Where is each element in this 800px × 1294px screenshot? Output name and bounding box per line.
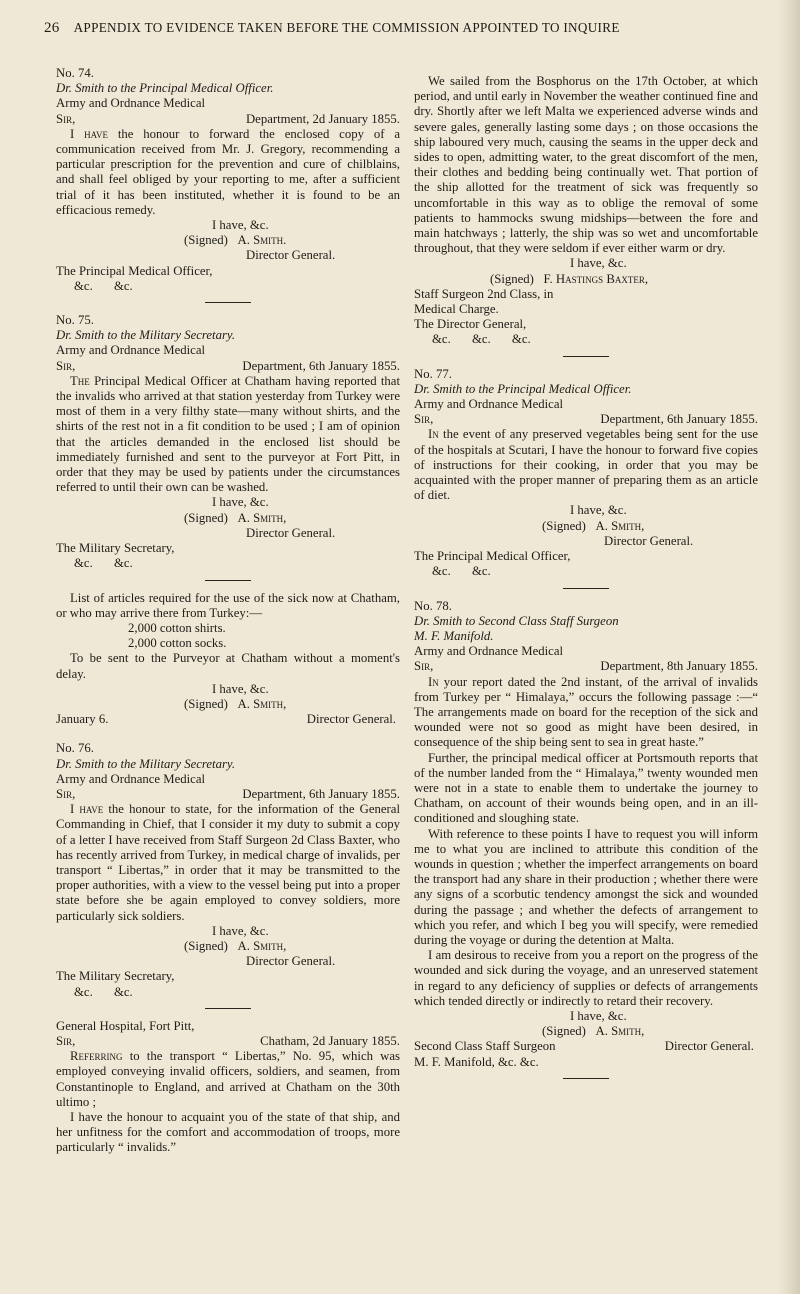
salutation: Sir, [56,358,76,373]
divider [205,1008,251,1009]
addressee: The Director General, [414,317,527,332]
signer-title: Director General. [246,954,336,969]
place-date: Chatham, 2d January 1855. [260,1033,400,1048]
signed-label: (Signed) [184,938,228,953]
department: Army and Ordnance Medical [56,771,206,786]
letter-title: Dr. Smith to the Principal Medical Officer. [56,81,274,96]
signature [414,1024,758,1039]
salutation: Sir, [56,1033,76,1048]
department: Army and Ordnance Medical [414,644,564,659]
running-header [44,20,744,37]
letter-body [414,427,758,503]
divider [563,356,609,357]
letter-title: Dr. Smith to the Military Secretary. [56,756,236,771]
salutation: Sir, [56,111,76,126]
department-date: Department, 2d January 1855. [245,111,400,126]
salutation: Sir, [414,659,434,674]
body-text: Principal Medical Officer at Chatham having reported that the invalids who arrived at that station yesterday from Turkey were most of them in a very filthy state—many without shirts, and the shirts of the rest not in a fit condition to be used ; I am of opinion that the articles demanded in the enclosed list should be immediately furnished and sent to the purveyor at Fort Pitt, in order that they may be used by patients under the circumstances referred to until their own can be washed. [56,373,400,495]
letter-body [414,675,758,751]
salutation: Sir, [56,786,76,801]
addressee: The Principal Medical Officer, [56,263,213,278]
signed-label: (Signed) [490,271,534,286]
closing: I have, &c. [212,495,269,510]
body-text: the honour to state, for the information of the General Commanding in Chief, that I consider it my duty to submit a copy of a letter I have received from Staff Surgeon 2d Class Baxter, who has recently arrived from Turkey, in medical charge of invalids, per transport “ Libertas,” in order that it may be transmitted to the proper authorities, with a view to the vessel being put into a proper state before she be again employed to convey soldiers, more particularly sick soldiers. [56,802,400,923]
body-lead: Referring [70,1049,123,1064]
signature [56,939,400,954]
signer-title: Director General. [664,1039,754,1054]
signed-label: (Signed) [542,518,586,533]
addressee-etc: &c. &c. &c. [432,332,531,347]
page-number: 26 [44,20,60,36]
salutation-line [56,1034,400,1049]
letter-title: Dr. Smith to Second Class Staff Surgeon [414,613,619,628]
letter-body [56,127,400,218]
signer-title: Staff Surgeon 2nd Class, in [414,286,554,301]
addressee: The Military Secretary, [56,541,175,556]
signature [56,233,400,248]
letter-body: With reference to these points I have to request you will inform me to what you are inclined to attribute this condition of the wounds in question ; whether the imperfect arrangements on board the transport had any share in their production ; whether there were any signs of a scorbutic tendency amongst the sick and wounded during the passage ; and whether the defects of arrangement to which you refer, and which I beg you will specify, were remedied during the voyage or during the detention at Malta. [414,826,758,947]
letter-title: Dr. Smith to the Principal Medical Officer. [414,381,632,396]
signature [56,697,400,712]
letter-body [56,1049,400,1110]
letter-body [56,374,400,496]
letter-body: I have the honour to acquaint you of the state of that ship, and her unfitness for the comfort and accommodation of troops, more particularly “ invalids.” [56,1110,400,1155]
signer-title: Medical Charge. [414,302,499,317]
body-text: to the transport “ Libertas,” No. 95, which was employed conveying invalid officers, soldiers, and seamen, from Constantinople to England, and arrived at Chatham on the 30th ultimo ; [56,1049,400,1109]
list-item: 2,000 cotton socks. [128,636,227,651]
department: Army and Ordnance Medical [414,397,564,412]
closing: I have, &c. [212,681,269,696]
department-date: Department, 6th January 1855. [242,358,400,373]
divider [205,302,251,303]
signer: A. Smith, [237,696,287,711]
signer-title: Director General. [604,533,694,548]
letter-body [56,802,400,924]
addressee: The Principal Medical Officer, [414,549,571,564]
letter-title: Dr. Smith to the Military Secretary. [56,328,236,343]
body-lead: I have [70,802,104,817]
signed-label: (Signed) [542,1024,586,1039]
letter-body: I am desirous to receive from you a report on the progress of the wounded and sick during the voyage, and an unreserved statement in regard to any deficiency of supplies or defects of arrangements which tended directly or indirectly to retard their recovery. [414,948,758,1008]
divider [563,588,609,589]
signer: A. Smith. [237,233,287,248]
left-column [56,66,400,1156]
signer-title: Director General. [306,712,396,727]
letter-body: Further, the principal medical officer at Portsmouth reports that of the number landed from the “ Himalaya,” twenty wounded men were not in a state to enable them to undertake the journey to Chatham, on account of their wounds being open, and in an ill-conditioned and sloughing state. [414,750,758,826]
letter-number: No. 75. [56,313,94,328]
department: Army and Ordnance Medical [56,96,206,111]
list-instruction: To be sent to the Purveyor at Chatham without a moment's delay. [56,651,400,681]
body-lead: The [70,373,90,388]
closing: I have, &c. [570,1008,627,1023]
signer: A. Smith, [595,518,645,533]
signer: A. Smith, [237,510,287,525]
list-date: January 6. [56,712,109,727]
closing: I have, &c. [212,923,269,938]
divider [563,1078,609,1079]
closing: I have, &c. [212,218,269,233]
body-lead: I have [70,126,108,141]
divider [205,580,251,581]
salutation-line [414,659,758,674]
addressee: The Military Secretary, [56,969,175,984]
signer: A. Smith, [237,938,287,953]
letter-body: We sailed from the Bosphorus on the 17th October, at which period, and until early in November the weather continued fine and dry. Shortly after we left Malta we experienced adverse winds and severe gales, generally lasting some days ; on those occasions the ship laboured very much, causing the seams in the upper deck and sides to open, admitting water, to the great discomfort of the men, their clothes and bedding being continually wet. That portion of the ship allotted for the treatment of sick was frequently so uncomfortable in this way as to oblige the removal of some patients to hammocks swung midships—between the fore and main hatchways ; latterly, the ship was so wet and uncomfortable throughout, that they were seldom if ever either warm or dry. [414,74,758,256]
letter-number: No. 76. [56,741,94,756]
letter-number: No. 74. [56,66,94,80]
signature [414,519,758,534]
page-edge-shading [778,0,800,1294]
salutation-line [56,787,400,802]
signed-label: (Signed) [184,233,228,248]
addressee-etc: &c. &c. [432,564,491,579]
salutation-line [56,359,400,374]
addressee-title-line [414,1039,758,1054]
signed-label: (Signed) [184,510,228,525]
department-date: Department, 6th January 1855. [242,786,400,801]
closing: I have, &c. [570,256,627,271]
right-column [414,74,758,1089]
letter-number: No. 78. [414,598,452,613]
signer-title: Director General. [246,525,336,540]
running-title: APPENDIX TO EVIDENCE TAKEN BEFORE THE COMMISSION APPOINTED TO INQUIRE [73,20,620,35]
list-item: 2,000 cotton shirts. [128,620,226,635]
addressee-etc: &c. &c. [74,556,133,571]
body-lead: In [428,427,439,442]
salutation-line [414,412,758,427]
signature [56,511,400,526]
letter-title: M. F. Manifold. [414,628,494,643]
department: Army and Ordnance Medical [56,343,206,358]
letter-number: No. 77. [414,366,452,381]
department-date: Department, 8th January 1855. [600,659,758,674]
body-text: the event of any preserved vegetables being sent for the use of the hospitals at Scutari, I have the honour to forward five copies of instructions for their cooking, in order that you may be acquainted with the proper manner of preparing them as an article of diet. [414,427,758,503]
addressee-etc: &c. &c. [74,984,133,999]
addressee: Second Class Staff Surgeon [414,1039,556,1054]
salutation-line [56,112,400,127]
signed-label: (Signed) [184,696,228,711]
closing: I have, &c. [570,503,627,518]
date-title-line [56,712,400,727]
signature [414,272,758,287]
signer-title: Director General. [246,248,336,263]
body-text: your report dated the 2nd instant, of the arrival of invalids from Turkey per “ Himalaya,” occurs the following passage :—“ The arrangements made on board for the reception of the sick and wounded were not so good as might have been desired, in consequence of the ship being sent to sea in great haste.” [414,674,758,750]
addressee: M. F. Manifold, &c. &c. [414,1054,539,1069]
addressee-etc: &c. &c. [74,278,133,293]
letter-place: General Hospital, Fort Pitt, [56,1018,195,1033]
department-date: Department, 6th January 1855. [600,412,758,427]
salutation: Sir, [414,412,434,427]
signer: A. Smith, [595,1024,645,1039]
list-intro: List of articles required for the use of the sick now at Chatham, or who may arrive there from Turkey:— [56,590,400,620]
signer: F. Hastings Baxter, [543,271,649,286]
body-text: the honour to forward the enclosed copy of a communication received from Mr. J. Gregory, recommending a particular prescription for the prevention and cure of chilblains, and shall feel obliged by your reporting to me, after a sufficient trial of it has been instituted, whether it is found to be an efficacious remedy. [56,126,400,217]
body-lead: In [428,674,439,689]
